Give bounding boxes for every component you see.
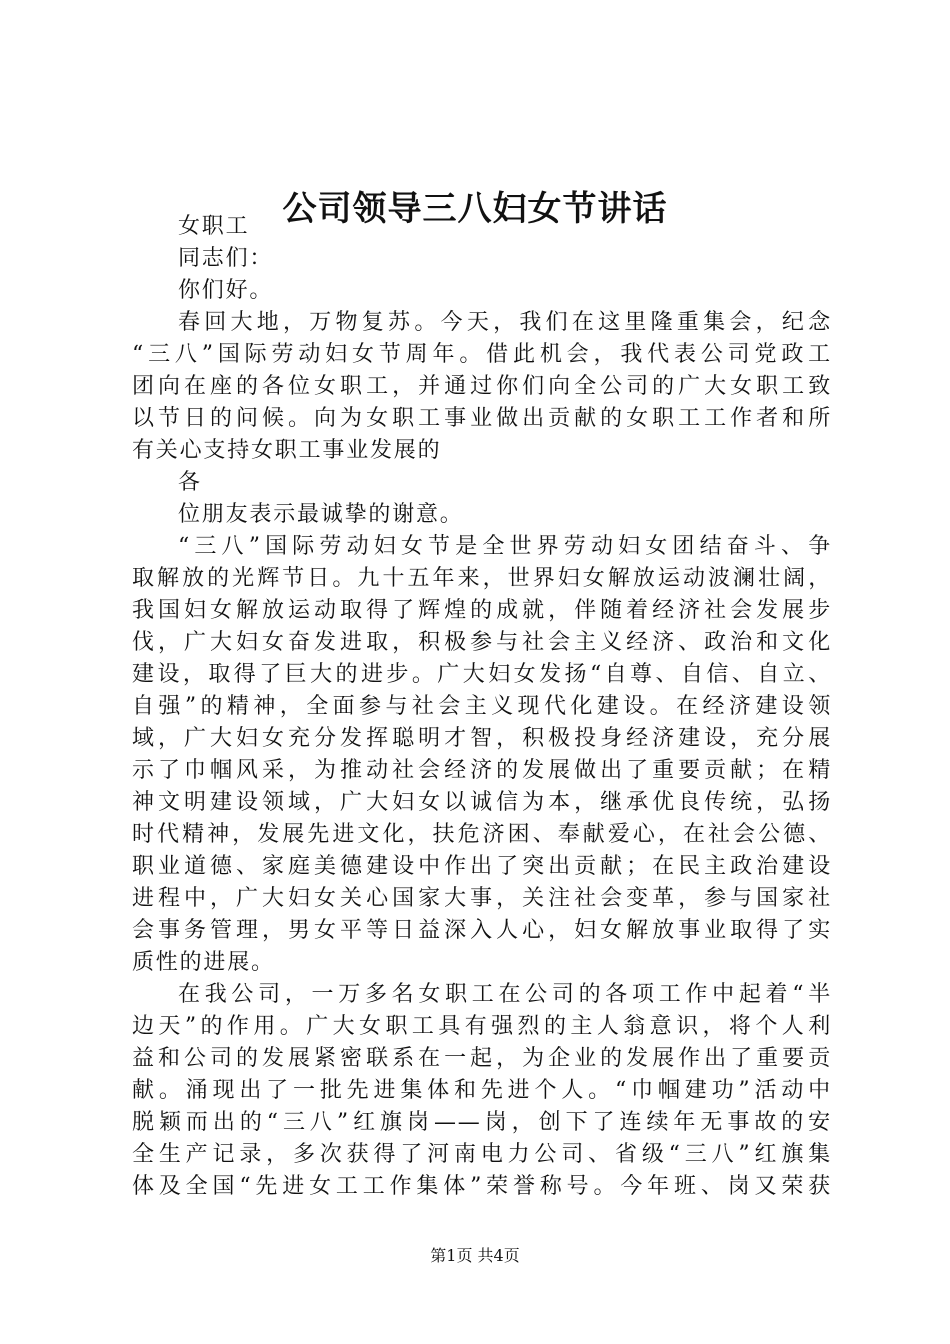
body-line: 位朋友表示最诚挚的谢意。 xyxy=(178,502,464,527)
body-line: 质性的进展。 xyxy=(132,950,275,975)
body-line: 以节日的问候。向为女职工事业做出贡献的女职工工作者和所 xyxy=(132,406,832,431)
body-line: “三八”国际劳动妇女节周年。借此机会，我代表公司党政工 xyxy=(132,342,832,367)
body-line: 各 xyxy=(178,470,202,495)
body-line: 伐，广大妇女奋发进取，积极参与社会主义经济、政治和文化 xyxy=(132,630,832,655)
body-line: 在我公司，一万多名女职工在公司的各项工作中起着“半 xyxy=(178,982,832,1007)
body-line: 春回大地，万物复苏。今天，我们在这里隆重集会，纪念 xyxy=(178,310,832,335)
body-line: 边天”的作用。广大女职工具有强烈的主人翁意识，将个人利 xyxy=(132,1014,832,1039)
body-line: 进程中，广大妇女关心国家大事，关注社会变革，参与国家社 xyxy=(132,886,832,911)
body-line: 神文明建设领域，广大妇女以诚信为本，继承优良传统，弘扬 xyxy=(132,790,832,815)
body-line: 会事务管理，男女平等日益深入人心，妇女解放事业取得了实 xyxy=(132,918,832,943)
body-line: 女职工 xyxy=(178,214,250,239)
page-footer: 第1页 共4页 xyxy=(430,1246,520,1265)
body-line: 团向在座的各位女职工，并通过你们向全公司的广大女职工致 xyxy=(132,374,832,399)
body-line: 取解放的光辉节日。九十五年来，世界妇女解放运动波澜壮阔， xyxy=(132,566,832,591)
body-line: 脱颖而出的“三八”红旗岗——岗，创下了连续年无事故的安 xyxy=(132,1110,832,1135)
body-line: 有关心支持女职工事业发展的 xyxy=(132,438,442,463)
body-line: 职业道德、家庭美德建设中作出了突出贡献；在民主政治建设 xyxy=(132,854,832,879)
body-line: 益和公司的发展紧密联系在一起，为企业的发展作出了重要贡 xyxy=(132,1046,832,1071)
document-body xyxy=(132,211,832,1203)
body-line: 示了巾帼风采，为推动社会经济的发展做出了重要贡献；在精 xyxy=(132,758,832,783)
body-line: 全生产记录，多次获得了河南电力公司、省级“三八”红旗集 xyxy=(132,1142,832,1167)
body-line: 我国妇女解放运动取得了辉煌的成就，伴随着经济社会发展步 xyxy=(132,598,832,623)
body-line: 时代精神，发展先进文化，扶危济困、奉献爱心，在社会公德、 xyxy=(132,822,832,847)
document-title: 公司领导三八妇女节讲话 xyxy=(282,189,668,229)
body-line: 献。涌现出了一批先进集体和先进个人。“巾帼建功”活动中 xyxy=(132,1078,832,1103)
body-line: “三八”国际劳动妇女节是全世界劳动妇女团结奋斗、争 xyxy=(178,534,832,559)
body-line: 你们好。 xyxy=(178,278,274,303)
body-line: 自强”的精神，全面参与社会主义现代化建设。在经济建设领 xyxy=(132,694,832,719)
body-line: 建设，取得了巨大的进步。广大妇女发扬“自尊、自信、自立、 xyxy=(132,662,832,687)
body-line: 同志们： xyxy=(178,246,274,271)
body-line: 域，广大妇女充分发挥聪明才智，积极投身经济建设，充分展 xyxy=(132,726,832,751)
body-line: 体及全国“先进女工工作集体”荣誉称号。今年班、岗又荣获 xyxy=(132,1174,832,1199)
